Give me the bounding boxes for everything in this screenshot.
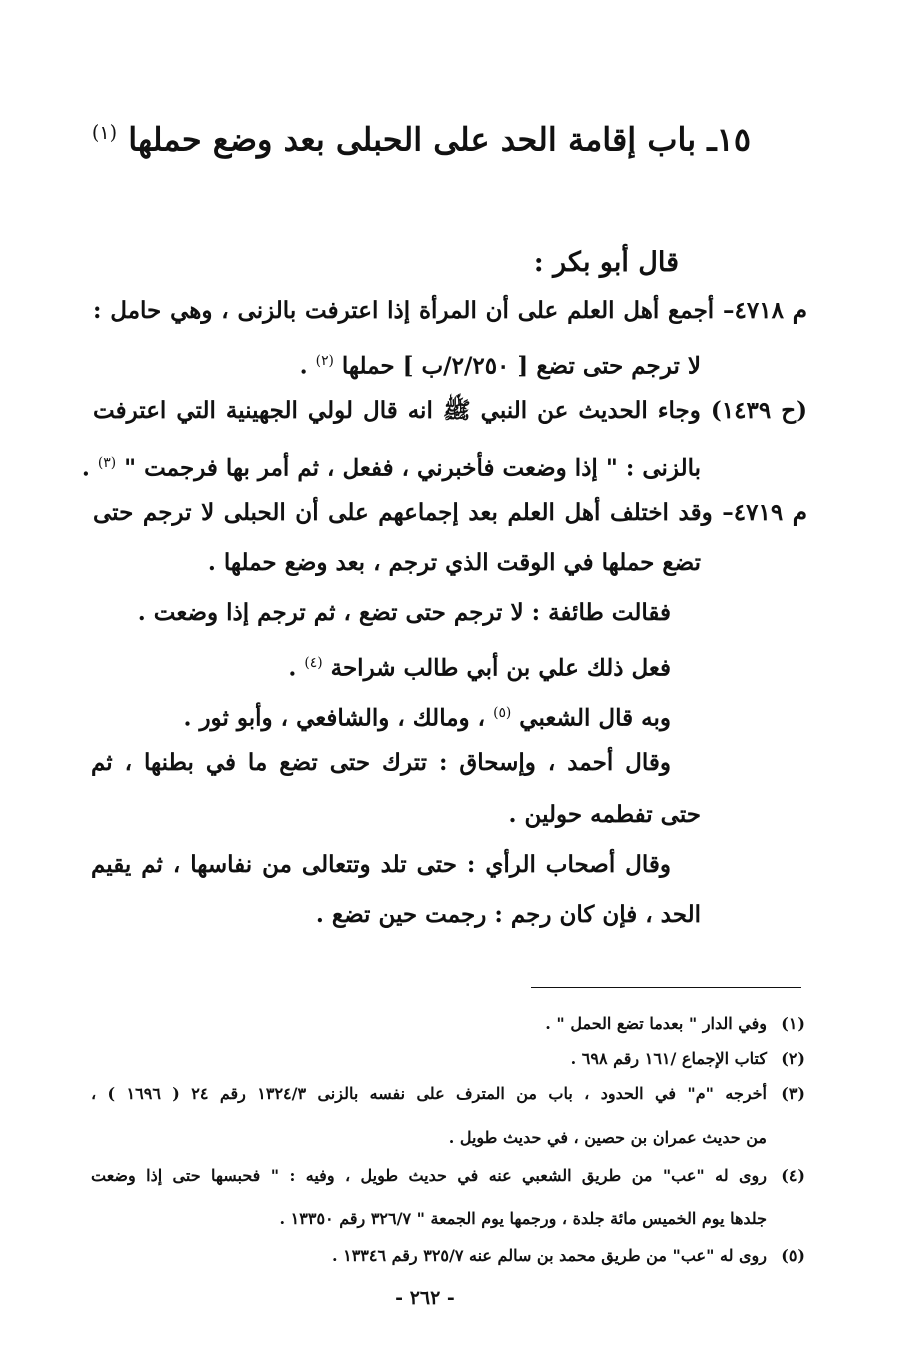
- footnote-number: (٣): [781, 1084, 805, 1103]
- footnote-marker-3: (٣): [97, 455, 117, 471]
- speaker-heading: قال أبو بكر :: [533, 247, 679, 278]
- footnote-2: [571, 1043, 805, 1075]
- footnote-number: (٤): [781, 1166, 805, 1185]
- hadith-number-1439: (ح ١٤٣٩): [710, 397, 807, 424]
- paragraph-1-line-1: [93, 288, 807, 334]
- paragraph-3-line-2: تضع حملها في الوقت الذي ترجم ، بعد وضع حملها .: [207, 549, 701, 576]
- footnote-number: (٥): [781, 1246, 805, 1265]
- paragraph-2-line-1: [93, 388, 807, 434]
- footnote-divider: [531, 987, 801, 988]
- footnote-text: كتاب الإجماع /١٦١ رقم ٦٩٨ .: [570, 1049, 767, 1068]
- footnote-marker-5: (٥): [493, 705, 512, 721]
- footnote-1: [545, 1008, 805, 1040]
- paragraph-3-line-1: [93, 490, 807, 536]
- footnote-text: روى له "عب" من طريق الشعبي عنه في حديث طويل ، وفيه : " فحبسها حتى إذا وضعت: [91, 1166, 767, 1185]
- paragraph-3-line-5: وبه قال الشعبي $^{(٥)}$ ، ومالك ، والشافعي ، وأبو ثور .: [183, 704, 671, 732]
- paragraph-3-line-3: فقالت طائفة : لا ترجم حتى تضع ، ثم ترجم إذا وضعت .: [137, 599, 671, 626]
- footnote-5: [332, 1240, 805, 1272]
- chapter-title-text: ١٥ـ باب إقامة الحد على الحبلى بعد وضع حملها: [128, 120, 751, 159]
- footnote-text: روى له "عب" من طريق محمد بن سالم عنه ٣٢٥/٧ رقم ١٣٣٤٦ .: [331, 1246, 767, 1265]
- footnote-number: (١): [781, 1014, 805, 1033]
- paragraph-1-line-2: لا ترجم حتى تضع [ ٢/٢٥٠/ب ] حملها $^{(٢)}$ .: [299, 352, 701, 380]
- paragraph-3-line-9: الحد ، فإن كان رجم : رجمت حين تضع .: [315, 901, 701, 928]
- issue-number-4719: م ٤٧١٩: [733, 499, 807, 526]
- paragraph-2-text-1: وجاء الحديث عن النبي ﷺ انه قال لولي الجهينية التي اعترفت: [93, 397, 701, 424]
- paragraph-2-line-2: بالزنى : " إذا وضعت فأخبرني ، ففعل ، ثم أمر بها فرجمت " $^{(٣)}$ .: [81, 454, 701, 482]
- footnote-marker-1: (١): [91, 121, 118, 144]
- paragraph-3-line-4: فعل ذلك علي بن أبي طالب شراحة $^{(٤)}$ .: [288, 654, 671, 682]
- paragraph-3-line-6: وقال أحمد ، وإسحاق : تترك حتى تضع ما في بطنها ، ثم: [91, 749, 671, 776]
- footnote-4: [91, 1160, 805, 1192]
- footnote-number: (٢): [781, 1049, 805, 1068]
- footnote-4-continued: جلدها يوم الخميس مائة جلدة ، ورجمها يوم الجمعة " ٣٢٦/٧ رقم ١٣٣٥٠ .: [279, 1209, 767, 1228]
- footnote-text: وفي الدار " بعدما تضع الحمل " .: [545, 1014, 767, 1033]
- footnote-marker-4: (٤): [304, 655, 323, 671]
- footnote-marker-2: (٢): [315, 353, 334, 369]
- chapter-title: [91, 108, 751, 165]
- paragraph-1-text-1: – أجمع أهل العلم على أن المرأة إذا اعترفت بالزنى ، وهي حامل :: [93, 297, 735, 324]
- paragraph-3-line-7: حتى تفطمه حولين .: [508, 801, 701, 828]
- footnote-3: [91, 1078, 805, 1110]
- page-number: - ٢٦٢ -: [395, 1287, 455, 1309]
- paragraph-3-line-8: وقال أصحاب الرأي : حتى تلد وتتعالى من نفاسها ، ثم يقيم: [91, 851, 671, 878]
- footnote-text: أخرجه "م" في الحدود ، باب من المترف على نفسه بالزنى ١٣٢٤/٣ رقم ٢٤ ( ١٦٩٦ ) ،: [91, 1084, 767, 1103]
- issue-number-4718: م ٤٧١٨: [734, 297, 807, 324]
- paragraph-3-text-1: – وقد اختلف أهل العلم بعد إجماعهم على أن الحبلى لا ترجم حتى: [93, 499, 734, 526]
- footnote-3-continued: من حديث عمران بن حصين ، في حديث طويل .: [448, 1128, 767, 1147]
